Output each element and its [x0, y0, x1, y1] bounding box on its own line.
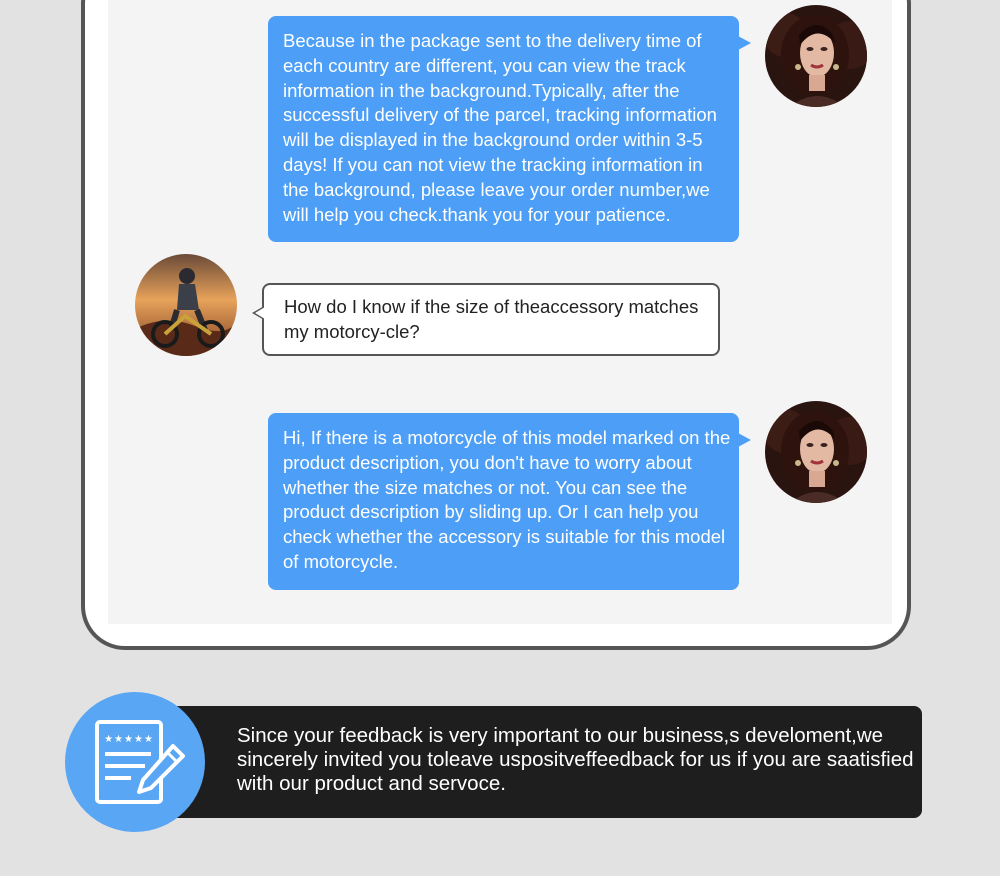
feedback-text: Since your feedback is very important to our business,s develoment,we sincerely invited you toleave uspositveffeedback for us if you are saatisfied with our product and servoce. — [237, 724, 914, 795]
feedback-icon-circle — [65, 692, 205, 832]
message-text: Hi, If there is a motorcycle of this model marked on the product description, you don't have to worry about whether the size matches or not. You can see the product description by sliding up. Or I can help you check whether the accessory is suitable for this model of motorcycle. — [283, 427, 731, 572]
agent-message-bubble — [268, 16, 739, 242]
feedback-form-pencil-icon — [65, 692, 205, 832]
agent-message-bubble — [268, 413, 739, 590]
customer-message-bubble — [262, 283, 720, 356]
message-text: Because in the package sent to the delivery time of each country are different, you can view the track information in the background.Typically, after the successful delivery of the parcel, tracking information will be displayed in the background order within 3-5 days! If you can not view the tracking information in the background, please leave your order number,we will help you check.thank you for your patience. — [283, 30, 717, 225]
agent-avatar — [765, 5, 867, 107]
message-text: How do I know if the size of theaccessory matches my motorcy-cle? — [284, 296, 699, 342]
rating-stars: ★★★★★ — [104, 734, 154, 745]
agent-avatar — [765, 401, 867, 503]
customer-avatar — [135, 254, 237, 356]
